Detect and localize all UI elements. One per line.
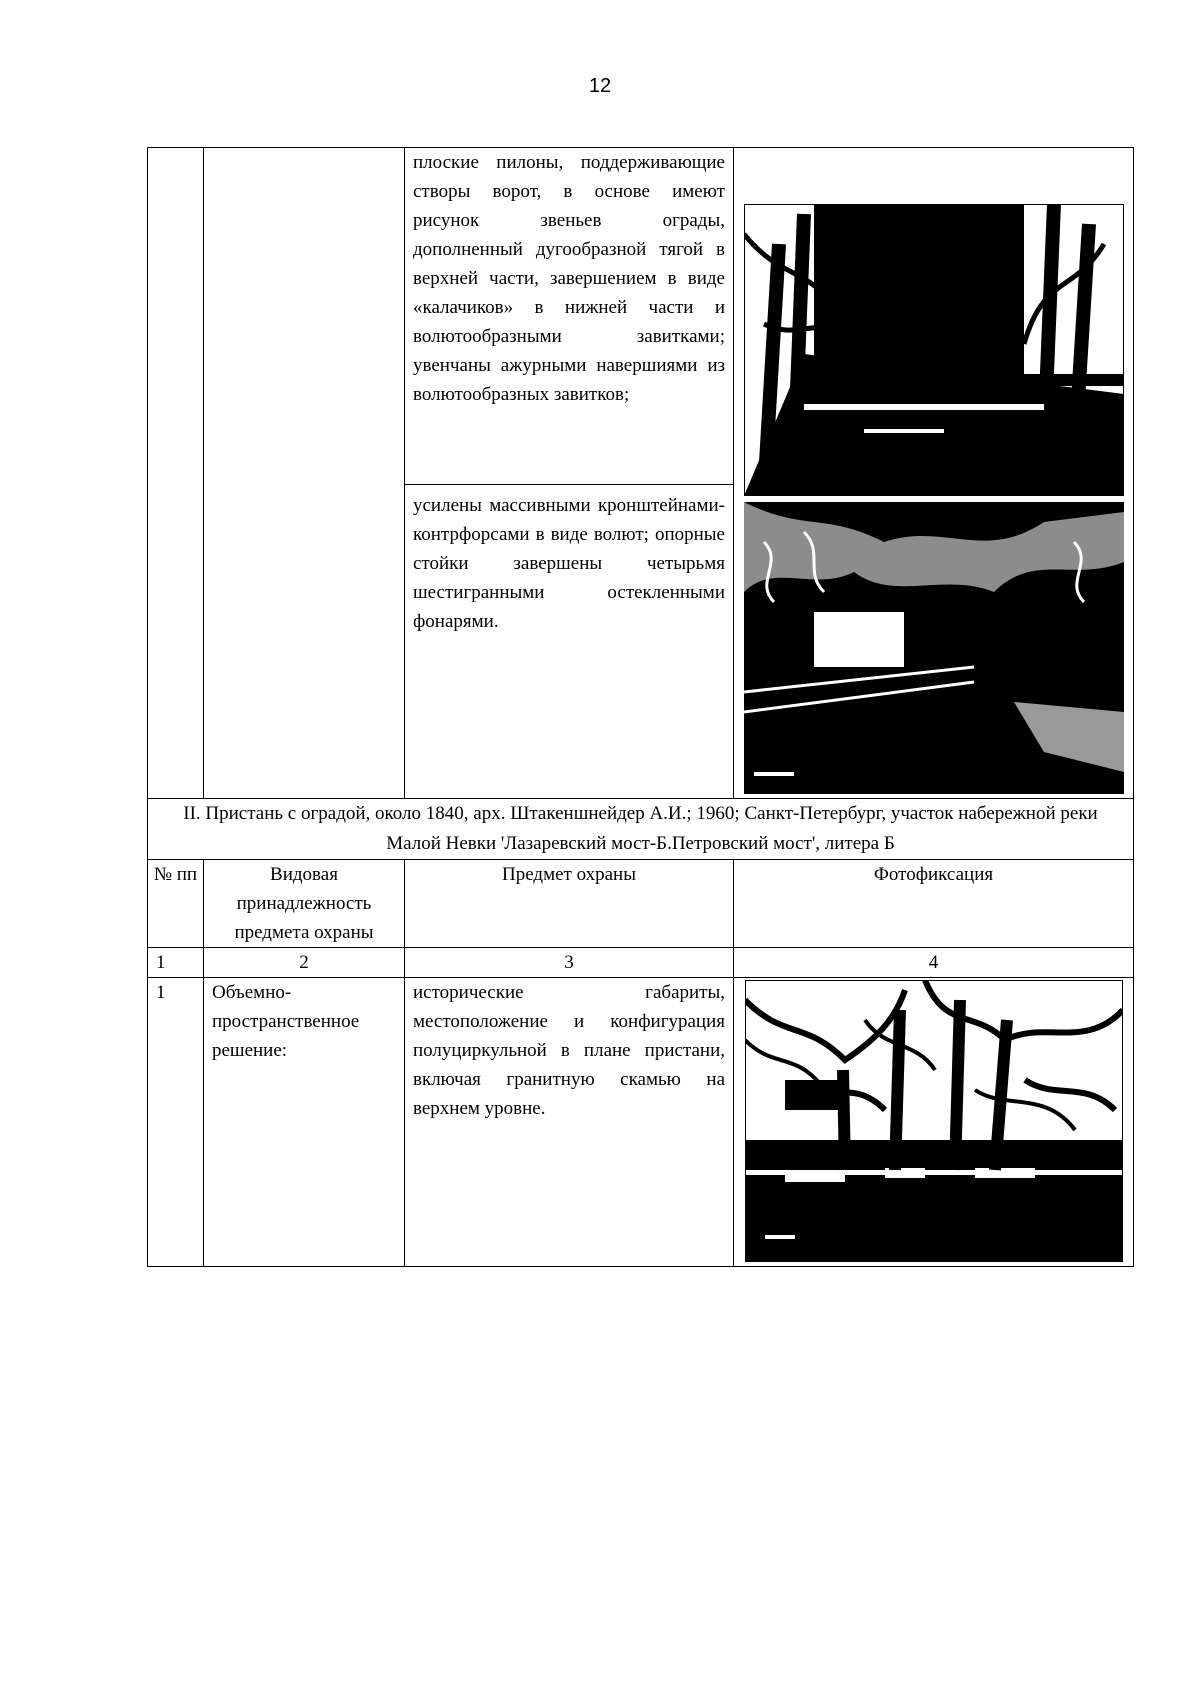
header-photo: Фотофиксация [734, 860, 1134, 948]
page-number: 12 [588, 75, 612, 97]
col-num-3: 3 [405, 948, 734, 978]
row-num: 1 [148, 978, 204, 1267]
gate-photo-1 [744, 204, 1124, 496]
empty-num-cell [148, 148, 204, 799]
section-heading-row [148, 799, 1134, 860]
col-num-1: 1 [148, 948, 204, 978]
col-num-4: 4 [734, 948, 1134, 978]
header-num: № пп [148, 860, 204, 948]
column-numbers-row [148, 948, 1134, 978]
gate-photos-cell [734, 148, 1134, 799]
continuation-text-1: плоские пилоны, поддерживающие створы ворот, в основе имеют рисунок звеньев ограды, дополненный дугообразной тягой в верхней части, завершением в виде «калачиков» в нижней части и волютообразными завитками; увенчаны ажурными навершиями из волютообразных завитков; [405, 148, 734, 485]
protection-table [147, 147, 1134, 1267]
continuation-text-2: усилены массивными кронштейнами-контрфорсами в виде волют; опорные стойки завершены четырьмя шестигранными остекленными фонарями. [405, 485, 734, 799]
header-type: Видовая принадлежность предмета охраны [204, 860, 405, 948]
col-num-2: 2 [204, 948, 405, 978]
row-type: Объемно-пространственное решение: [204, 978, 405, 1267]
pier-photo-cell [734, 978, 1134, 1267]
row-subject: исторические габариты, местоположение и конфигурация полуциркульной в плане пристани, включая гранитную скамью на верхнем уровне. [405, 978, 734, 1267]
table-row [148, 978, 1134, 1267]
gate-photo-2 [744, 502, 1124, 794]
empty-type-cell [204, 148, 405, 799]
section-heading: II. Пристань с оградой, около 1840, арх. Штакеншнейдер А.И.; 1960; Санкт-Петербург, участок набережной реки Малой Невки 'Лазаревский мост-Б.Петровский мост', литера Б [148, 799, 1134, 860]
pier-photo [745, 980, 1123, 1262]
header-row [148, 860, 1134, 948]
header-subject: Предмет охраны [405, 860, 734, 948]
continuation-row-1 [148, 148, 1134, 485]
